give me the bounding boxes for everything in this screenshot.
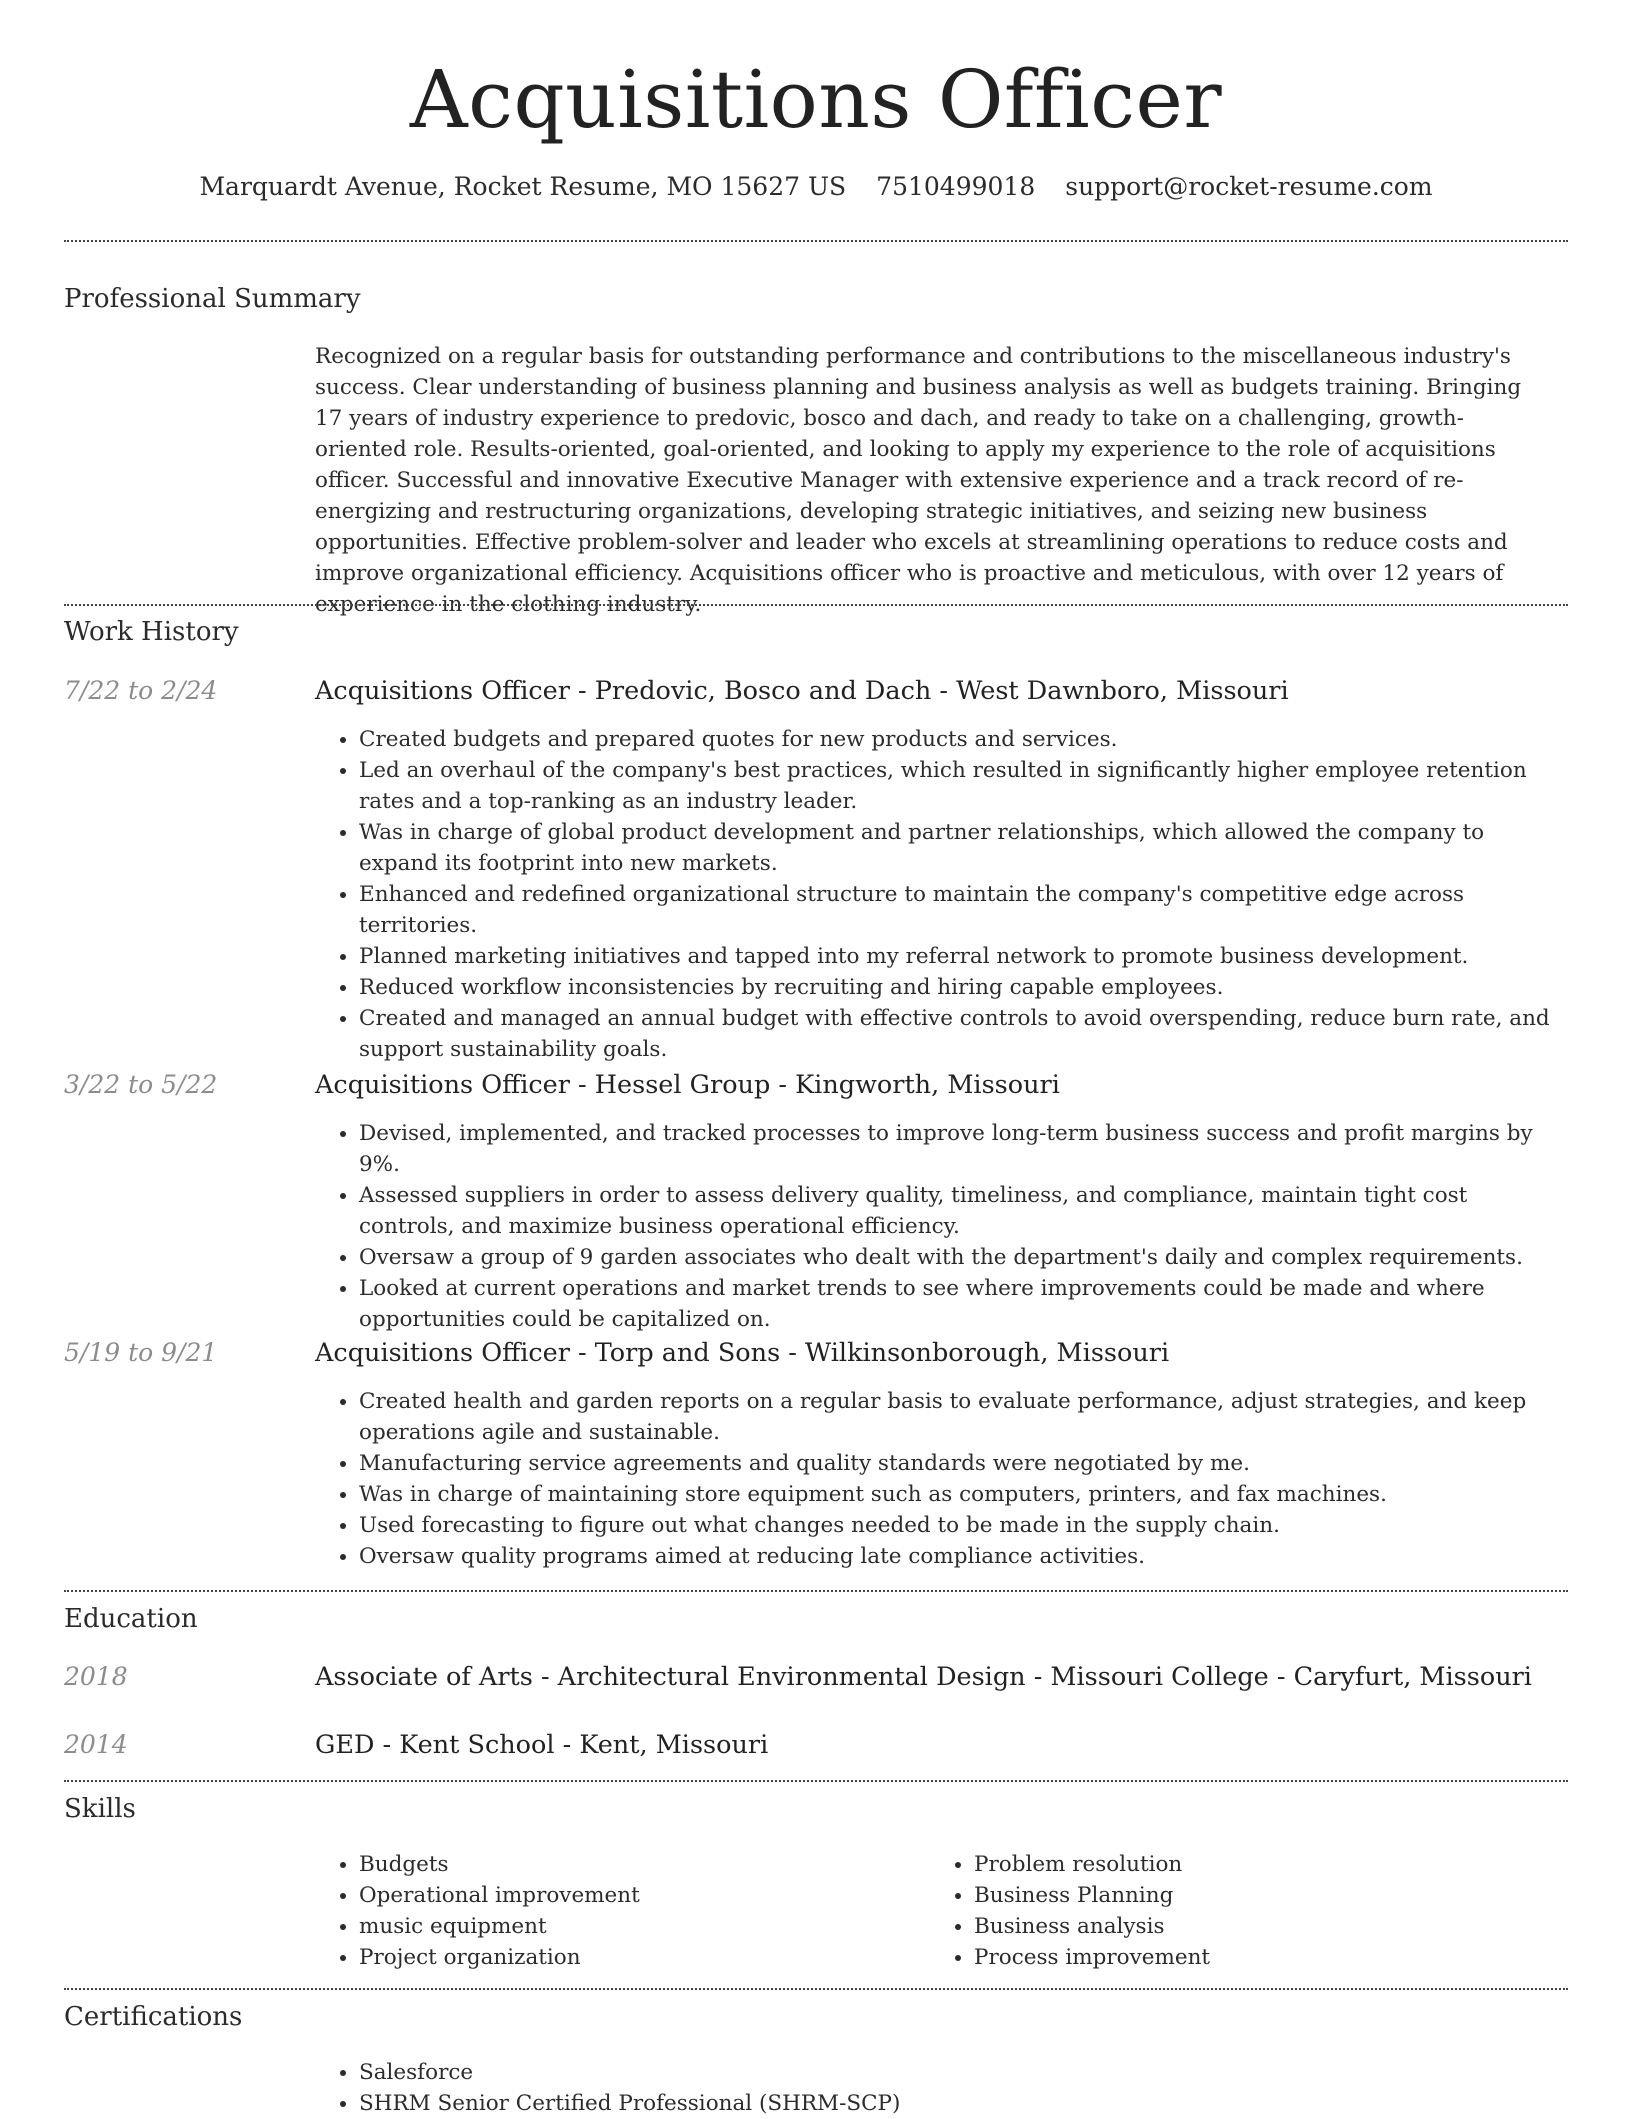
skills-list-right	[930, 1849, 1530, 1973]
job-bullet: • Looked at current operations and market trends to see where improvements could be made and where opportunities could be capitalized on.	[359, 1273, 1560, 1335]
job-heading: Acquisitions Officer - Torp and Sons - Wilkinsonborough, Missouri	[315, 1338, 1170, 1368]
job-bullet: • Manufacturing service agreements and quality standards were negotiated by me.	[359, 1448, 1560, 1479]
section-title-skills: Skills	[64, 1794, 136, 1824]
section-divider	[64, 240, 1568, 242]
job-bullet: • Created and managed an annual budget with effective controls to avoid overspending, reduce burn rate, and support sustainability goals.	[359, 1003, 1560, 1065]
job-bullet: • Planned marketing initiatives and tapped into my referral network to promote business development.	[359, 941, 1560, 972]
skill-item: • Problem resolution	[974, 1849, 1530, 1880]
section-divider	[64, 604, 1568, 606]
contact-address: Marquardt Avenue, Rocket Resume, MO 15627 US	[199, 172, 847, 201]
contact-phone: 7510499018	[876, 172, 1036, 201]
job-bullet: • Oversaw quality programs aimed at reducing late compliance activities.	[359, 1541, 1560, 1572]
job-bullet: • Enhanced and redefined organizational structure to maintain the company's competitive edge across territories.	[359, 879, 1560, 941]
job-dates: 7/22 to 2/24	[64, 676, 218, 705]
job-dates: 5/19 to 9/21	[64, 1338, 218, 1367]
section-title-work-history: Work History	[64, 617, 239, 647]
education-year: 2014	[64, 1730, 128, 1759]
section-divider	[64, 1988, 1568, 1990]
section-divider	[64, 1590, 1568, 1592]
job-bullet: • Created budgets and prepared quotes for new products and services.	[359, 724, 1560, 755]
skill-item: • Business analysis	[974, 1911, 1530, 1942]
job-bullet: • Was in charge of global product development and partner relationships, which allowed the company to expand its footprint into new markets.	[359, 817, 1560, 879]
job-bullets	[315, 1118, 1560, 1335]
job-dates: 3/22 to 5/22	[64, 1070, 218, 1099]
job-bullet: • Reduced workflow inconsistencies by recruiting and hiring capable employees.	[359, 972, 1560, 1003]
summary-text: Recognized on a regular basis for outstanding performance and contributions to the miscellaneous industry's success. Clear understanding of business planning and business analysis as well as budgets training. Bringing 17 years of industry experience to predovic, bosco and dach, and ready to take on a challenging, growth-oriented role. Results-oriented, goal-oriented, and looking to apply my experience to the role of acquisitions officer. Successful and innovative Executive Manager with extensive experience and a track record of re-energizing and restructuring organizations, developing strategic initiatives, and seizing new business opportunities. Effective problem-solver and leader who excels at streamlining operations to reduce costs and improve organizational efficiency. Acquisitions officer who is proactive and meticulous, with over 12 years of experience in the clothing industry.	[315, 344, 1522, 617]
job-heading: Acquisitions Officer - Hessel Group - Kingworth, Missouri	[315, 1070, 1060, 1100]
job-bullet: • Led an overhaul of the company's best practices, which resulted in significantly higher employee retention rates and a top-ranking as an industry leader.	[359, 755, 1560, 817]
job-bullets	[315, 1386, 1560, 1572]
skill-item: • Budgets	[359, 1849, 915, 1880]
job-bullet: • Was in charge of maintaining store equipment such as computers, printers, and fax machines.	[359, 1479, 1560, 1510]
certification-item: • SHRM Senior Certified Professional (SHRM-SCP)	[359, 2088, 1560, 2119]
section-title-education: Education	[64, 1604, 198, 1634]
candidate-name: Acquisitions Officer	[409, 53, 1223, 146]
skill-item: • Business Planning	[974, 1880, 1530, 1911]
section-title-summary: Professional Summary	[64, 284, 361, 314]
job-bullet: • Assessed suppliers in order to assess delivery quality, timeliness, and compliance, maintain tight cost controls, and maximize business operational efficiency.	[359, 1180, 1560, 1242]
skill-item: • music equipment	[359, 1911, 915, 1942]
section-title-certifications: Certifications	[64, 2002, 243, 2032]
job-bullet: • Devised, implemented, and tracked processes to improve long-term business success and profit margins by 9%.	[359, 1118, 1560, 1180]
certification-item: • Salesforce	[359, 2057, 1560, 2088]
skill-item: • Project organization	[359, 1942, 915, 1973]
education-year: 2018	[64, 1662, 128, 1691]
job-bullet: • Oversaw a group of 9 garden associates who dealt with the department's daily and complex requirements.	[359, 1242, 1560, 1273]
skills-list-left	[315, 1849, 915, 1973]
job-heading: Acquisitions Officer - Predovic, Bosco and Dach - West Dawnboro, Missouri	[315, 676, 1289, 706]
contact-email: support@rocket-resume.com	[1065, 172, 1433, 201]
job-bullet: • Created health and garden reports on a regular basis to evaluate performance, adjust strategies, and keep operations agile and sustainable.	[359, 1386, 1560, 1448]
education-heading: GED - Kent School - Kent, Missouri	[315, 1730, 769, 1760]
education-heading: Associate of Arts - Architectural Environmental Design - Missouri College - Caryfurt, Missouri	[315, 1662, 1532, 1692]
contact-line	[0, 170, 1632, 204]
skill-item: • Operational improvement	[359, 1880, 915, 1911]
skill-item: • Process improvement	[974, 1942, 1530, 1973]
certifications-list	[315, 2057, 1560, 2119]
job-bullet: • Used forecasting to figure out what changes needed to be made in the supply chain.	[359, 1510, 1560, 1541]
job-bullets	[315, 724, 1560, 1065]
section-divider	[64, 1780, 1568, 1782]
